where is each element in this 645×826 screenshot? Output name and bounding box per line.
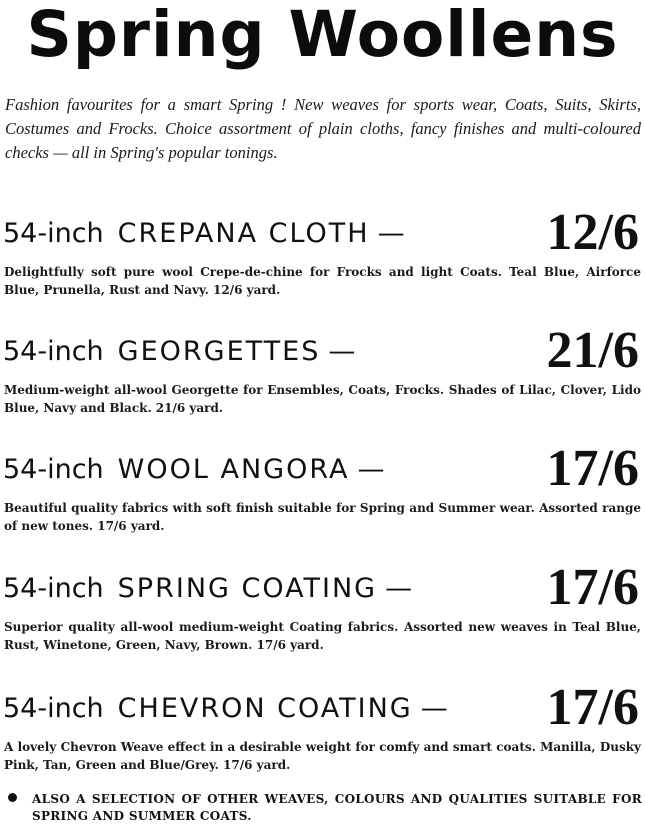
product-description: Beautiful quality fabrics with soft finish suitable for Spring and Summer wear. Assorted range of new tones. 17/6 yard. xyxy=(4,501,641,533)
product-heading xyxy=(3,451,384,489)
product-length: 54-inch xyxy=(3,573,104,604)
intro-paragraph: Fashion favourites for a smart Spring ! New weaves for sports wear, Coats, Suits, Skirts, Costumes and Frocks. Choice assortment of plain cloths, fancy finishes and multi-coloured checks — all in Spring's popular tonings. xyxy=(5,95,641,162)
product-heading xyxy=(3,690,448,728)
product-heading xyxy=(3,333,355,371)
product-length: 54-inch xyxy=(3,454,104,485)
product-description: A lovely Chevron Weave effect in a desirable weight for comfy and smart coats. Manilla, Dusky Pink, Tan, Green and Blue/Grey. 17/6 yard. xyxy=(4,740,641,772)
heading-dash: — xyxy=(328,336,356,367)
heading-dash: — xyxy=(377,218,405,249)
product-description: Superior quality all-wool medium-weight Coating fabrics. Assorted new weaves in Teal Blue, Rust, Winetone, Green, Navy, Brown. 17/6 yard. xyxy=(4,620,641,652)
product-price: 17/6 xyxy=(546,440,639,497)
product-name: GEORGETTES xyxy=(117,336,321,367)
heading-dash: — xyxy=(420,693,448,724)
product-name: CHEVRON COATING xyxy=(117,693,413,724)
product-heading xyxy=(3,215,405,253)
product-length: 54-inch xyxy=(3,218,104,249)
product-description: Medium-weight all-wool Georgette for Ensembles, Coats, Frocks. Shades of Lilac, Clover, Lido Blue, Navy and Black. 21/6 yard. xyxy=(4,383,641,415)
product-length: 54-inch xyxy=(3,693,104,724)
product-price: 12/6 xyxy=(546,204,639,261)
product-item-chevron-coating xyxy=(0,679,645,790)
product-length: 54-inch xyxy=(3,336,104,367)
page-title: Spring Woollens xyxy=(26,0,619,71)
product-price: 17/6 xyxy=(546,679,639,736)
product-heading xyxy=(3,570,412,608)
product-item-spring-coating xyxy=(0,559,645,670)
product-item-georgettes xyxy=(0,322,645,433)
product-price: 17/6 xyxy=(546,559,639,616)
product-item-wool-angora xyxy=(0,440,645,551)
product-price: 21/6 xyxy=(546,322,639,379)
footer-note xyxy=(8,791,642,825)
footer-note-text: ALSO A SELECTION OF OTHER WEAVES, COLOURS AND QUALITIES SUITABLE FOR SPRING AND SUMMER COATS. xyxy=(32,792,642,823)
product-name: WOOL ANGORA xyxy=(117,454,350,485)
heading-dash: — xyxy=(357,454,385,485)
product-item-crepana-cloth xyxy=(0,204,645,315)
product-name: SPRING COATING xyxy=(117,573,378,604)
product-description: Delightfully soft pure wool Crepe-de-chine for Frocks and light Coats. Teal Blue, Airforce Blue, Prunella, Rust and Navy. 12/6 yard. xyxy=(4,265,641,297)
product-name: CREPANA CLOTH xyxy=(117,218,370,249)
heading-dash: — xyxy=(385,573,413,604)
bullet-icon xyxy=(8,793,17,802)
